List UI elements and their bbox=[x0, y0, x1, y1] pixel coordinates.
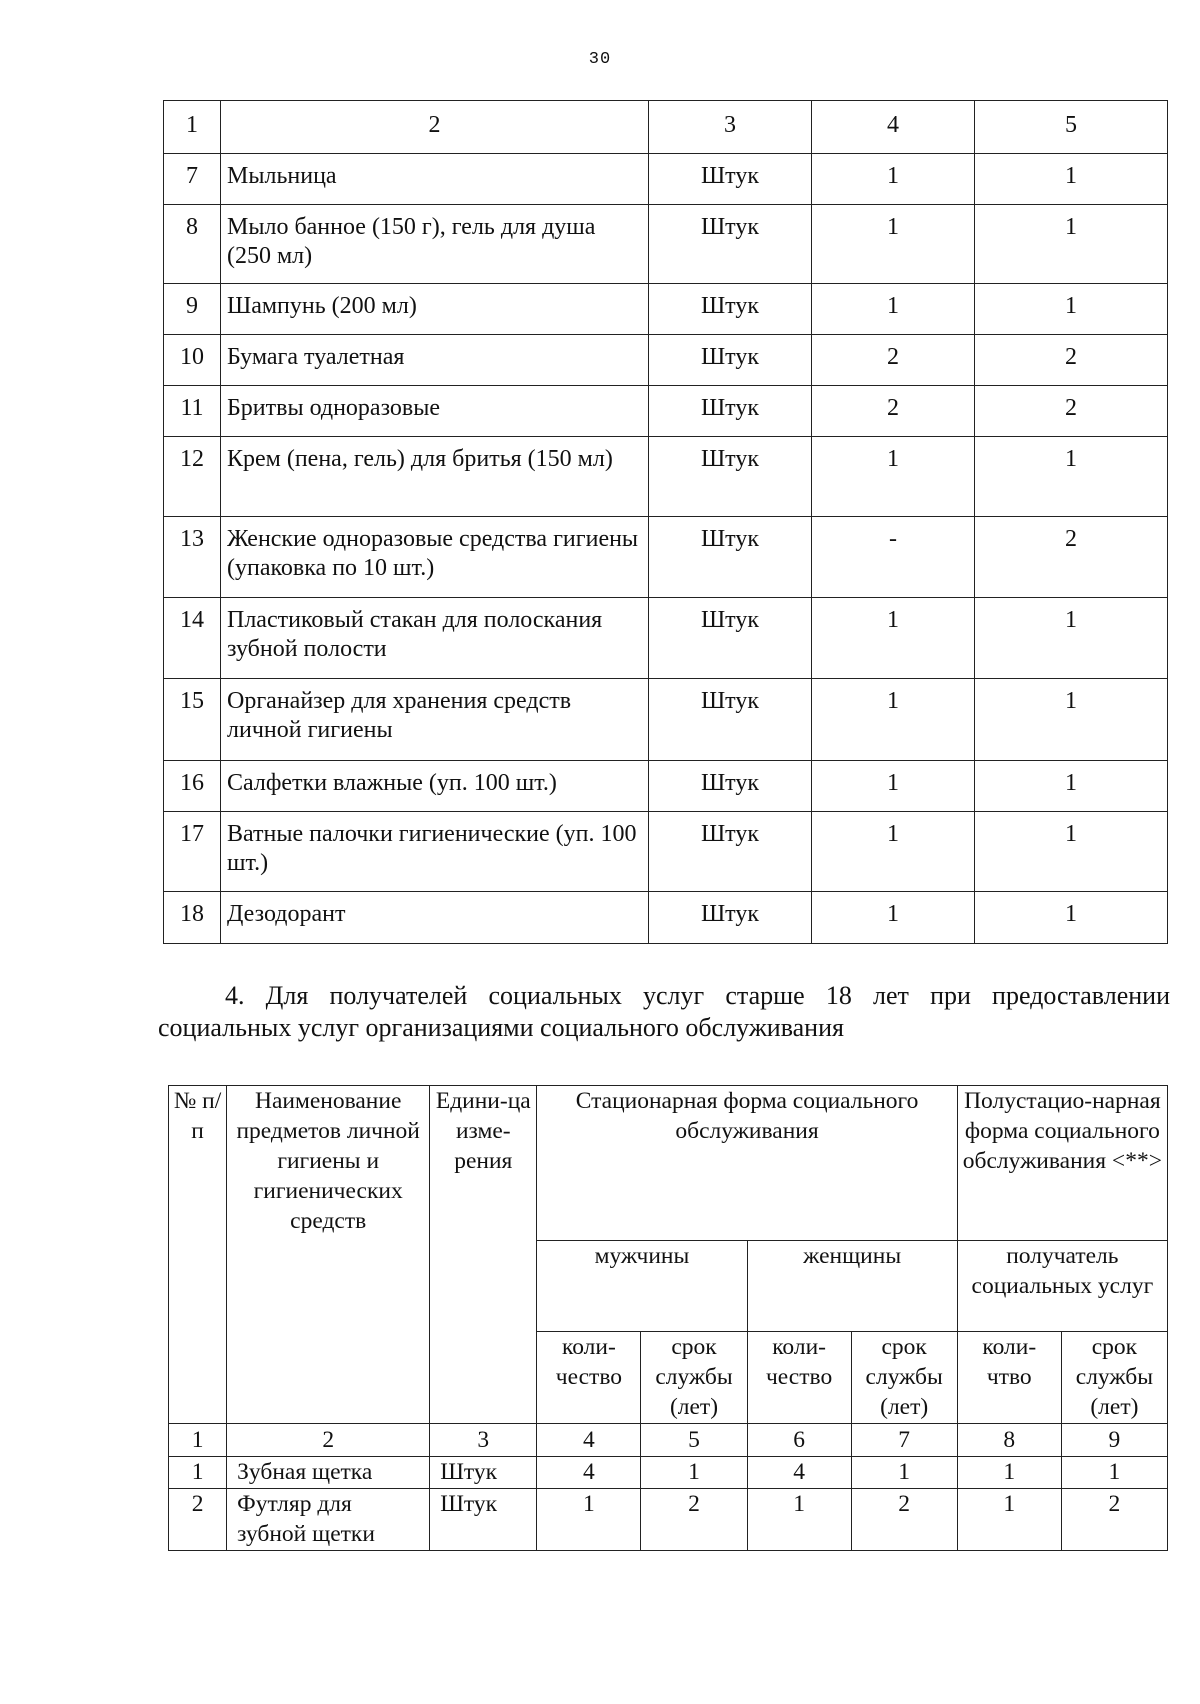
item-value: 1 bbox=[957, 1489, 1061, 1551]
item-unit: Штук bbox=[649, 205, 812, 284]
item-name: Крем (пена, гель) для бритья (150 мл) bbox=[221, 437, 649, 517]
row-number: 8 bbox=[164, 205, 221, 284]
column-number-cell: 5 bbox=[975, 101, 1168, 154]
item-name: Бритвы одноразовые bbox=[221, 386, 649, 437]
row-number: 13 bbox=[164, 517, 221, 598]
item-unit: Штук bbox=[430, 1457, 537, 1489]
item-value: 2 bbox=[975, 517, 1168, 598]
item-unit: Штук bbox=[649, 335, 812, 386]
row-number: 1 bbox=[169, 1457, 227, 1489]
item-unit: Штук bbox=[649, 517, 812, 598]
header-row-1 bbox=[169, 1086, 1168, 1241]
item-name: Зубная щетка bbox=[227, 1457, 430, 1489]
item-name: Мыло банное (150 г), гель для душа (250 мл) bbox=[221, 205, 649, 284]
table-row bbox=[164, 437, 1168, 517]
column-number-cell: 2 bbox=[227, 1424, 430, 1457]
item-value: - bbox=[812, 517, 975, 598]
item-value: 1 bbox=[957, 1457, 1061, 1489]
item-value: 1 bbox=[812, 812, 975, 892]
item-value: 1 bbox=[537, 1489, 641, 1551]
item-value: 1 bbox=[975, 437, 1168, 517]
item-value: 2 bbox=[851, 1489, 957, 1551]
item-value: 2 bbox=[975, 386, 1168, 437]
header-quantity: коли-чество bbox=[747, 1332, 851, 1424]
item-name: Мыльница bbox=[221, 154, 649, 205]
column-number-cell: 1 bbox=[164, 101, 221, 154]
column-number-cell: 9 bbox=[1061, 1424, 1167, 1457]
item-value: 2 bbox=[812, 335, 975, 386]
column-number-cell: 7 bbox=[851, 1424, 957, 1457]
table-row bbox=[164, 761, 1168, 812]
row-number: 7 bbox=[164, 154, 221, 205]
item-value: 1 bbox=[975, 892, 1168, 944]
item-unit: Штук bbox=[649, 154, 812, 205]
item-name: Ватные палочки гигиенические (уп. 100 шт.) bbox=[221, 812, 649, 892]
row-number: 14 bbox=[164, 598, 221, 679]
item-name: Салфетки влажные (уп. 100 шт.) bbox=[221, 761, 649, 812]
page-number: 30 bbox=[588, 50, 612, 69]
item-value: 1 bbox=[812, 892, 975, 944]
hygiene-items-table-continued bbox=[163, 100, 1168, 944]
row-number: 18 bbox=[164, 892, 221, 944]
header-quantity: коли-чество bbox=[537, 1332, 641, 1424]
header-semi-stationary-form: Полустацио-нарная форма социального обслуживания <**> bbox=[957, 1086, 1167, 1241]
table-row bbox=[164, 517, 1168, 598]
item-value: 1 bbox=[975, 154, 1168, 205]
item-value: 1 bbox=[1061, 1457, 1167, 1489]
row-number: 9 bbox=[164, 284, 221, 335]
row-number: 11 bbox=[164, 386, 221, 437]
item-value: 1 bbox=[975, 761, 1168, 812]
column-number-cell: 3 bbox=[649, 101, 812, 154]
item-value: 2 bbox=[1061, 1489, 1167, 1551]
item-name: Дезодорант bbox=[221, 892, 649, 944]
item-unit: Штук bbox=[649, 892, 812, 944]
item-value: 1 bbox=[851, 1457, 957, 1489]
item-unit: Штук bbox=[649, 437, 812, 517]
table-row bbox=[164, 205, 1168, 284]
column-number-cell: 2 bbox=[221, 101, 649, 154]
item-value: 1 bbox=[975, 679, 1168, 761]
row-number: 16 bbox=[164, 761, 221, 812]
item-unit: Штук bbox=[649, 812, 812, 892]
table-row bbox=[169, 1457, 1168, 1489]
item-name: Шампунь (200 мл) bbox=[221, 284, 649, 335]
item-unit: Штук bbox=[430, 1489, 537, 1551]
item-value: 4 bbox=[537, 1457, 641, 1489]
item-name: Пластиковый стакан для полоскания зубной полости bbox=[221, 598, 649, 679]
item-value: 1 bbox=[975, 598, 1168, 679]
header-quantity: коли-чтво bbox=[957, 1332, 1061, 1424]
column-number-cell: 8 bbox=[957, 1424, 1061, 1457]
item-value: 1 bbox=[975, 812, 1168, 892]
header-number: № п/п bbox=[169, 1086, 227, 1424]
item-value: 1 bbox=[812, 284, 975, 335]
item-value: 1 bbox=[975, 284, 1168, 335]
table-row bbox=[164, 598, 1168, 679]
item-value: 1 bbox=[812, 437, 975, 517]
header-men: мужчины bbox=[537, 1241, 747, 1332]
row-number: 15 bbox=[164, 679, 221, 761]
item-value: 1 bbox=[812, 761, 975, 812]
section-heading-line1: 4. Для получателей социальных услуг старше 18 лет при предоставлении bbox=[225, 981, 1170, 1010]
section-heading-line2: социальных услуг организациями социального обслуживания bbox=[158, 1013, 844, 1042]
column-number-cell: 1 bbox=[169, 1424, 227, 1457]
column-number-cell: 5 bbox=[641, 1424, 747, 1457]
table-row bbox=[169, 1489, 1168, 1551]
item-unit: Штук bbox=[649, 679, 812, 761]
item-value: 1 bbox=[747, 1489, 851, 1551]
table-row bbox=[164, 386, 1168, 437]
item-unit: Штук bbox=[649, 386, 812, 437]
row-number: 12 bbox=[164, 437, 221, 517]
table-row bbox=[164, 335, 1168, 386]
row-number: 2 bbox=[169, 1489, 227, 1551]
item-value: 1 bbox=[812, 598, 975, 679]
table-row bbox=[164, 679, 1168, 761]
item-value: 2 bbox=[641, 1489, 747, 1551]
item-name: Футляр для зубной щетки bbox=[227, 1489, 430, 1551]
header-service-life: срок службы (лет) bbox=[851, 1332, 957, 1424]
table-row bbox=[164, 154, 1168, 205]
item-value: 1 bbox=[812, 154, 975, 205]
item-value: 1 bbox=[641, 1457, 747, 1489]
item-unit: Штук bbox=[649, 284, 812, 335]
table-row bbox=[164, 812, 1168, 892]
header-women: женщины bbox=[747, 1241, 957, 1332]
item-value: 2 bbox=[975, 335, 1168, 386]
section-heading bbox=[158, 980, 1170, 1044]
header-stationary-form: Стационарная форма социального обслуживания bbox=[537, 1086, 957, 1241]
header-service-life: срок службы (лет) bbox=[641, 1332, 747, 1424]
column-numbers-row bbox=[169, 1424, 1168, 1457]
item-value: 1 bbox=[812, 679, 975, 761]
item-name: Женские одноразовые средства гигиены (упаковка по 10 шт.) bbox=[221, 517, 649, 598]
header-unit: Едини-ца изме-рения bbox=[430, 1086, 537, 1424]
hygiene-norms-table bbox=[168, 1085, 1168, 1551]
row-number: 10 bbox=[164, 335, 221, 386]
item-value: 1 bbox=[975, 205, 1168, 284]
header-item-name: Наименование предметов личной гигиены и гигиенических средств bbox=[227, 1086, 430, 1424]
column-number-cell: 6 bbox=[747, 1424, 851, 1457]
item-unit: Штук bbox=[649, 598, 812, 679]
item-value: 1 bbox=[812, 205, 975, 284]
item-unit: Штук bbox=[649, 761, 812, 812]
item-value: 2 bbox=[812, 386, 975, 437]
column-number-cell: 3 bbox=[430, 1424, 537, 1457]
table-header-row bbox=[164, 101, 1168, 154]
table-row bbox=[164, 892, 1168, 944]
item-value: 4 bbox=[747, 1457, 851, 1489]
item-name: Бумага туалетная bbox=[221, 335, 649, 386]
column-number-cell: 4 bbox=[537, 1424, 641, 1457]
item-name: Органайзер для хранения средств личной гигиены bbox=[221, 679, 649, 761]
table-row bbox=[164, 284, 1168, 335]
header-service-life: срок службы (лет) bbox=[1061, 1332, 1167, 1424]
row-number: 17 bbox=[164, 812, 221, 892]
header-recipient: получатель социальных услуг bbox=[957, 1241, 1167, 1332]
column-number-cell: 4 bbox=[812, 101, 975, 154]
